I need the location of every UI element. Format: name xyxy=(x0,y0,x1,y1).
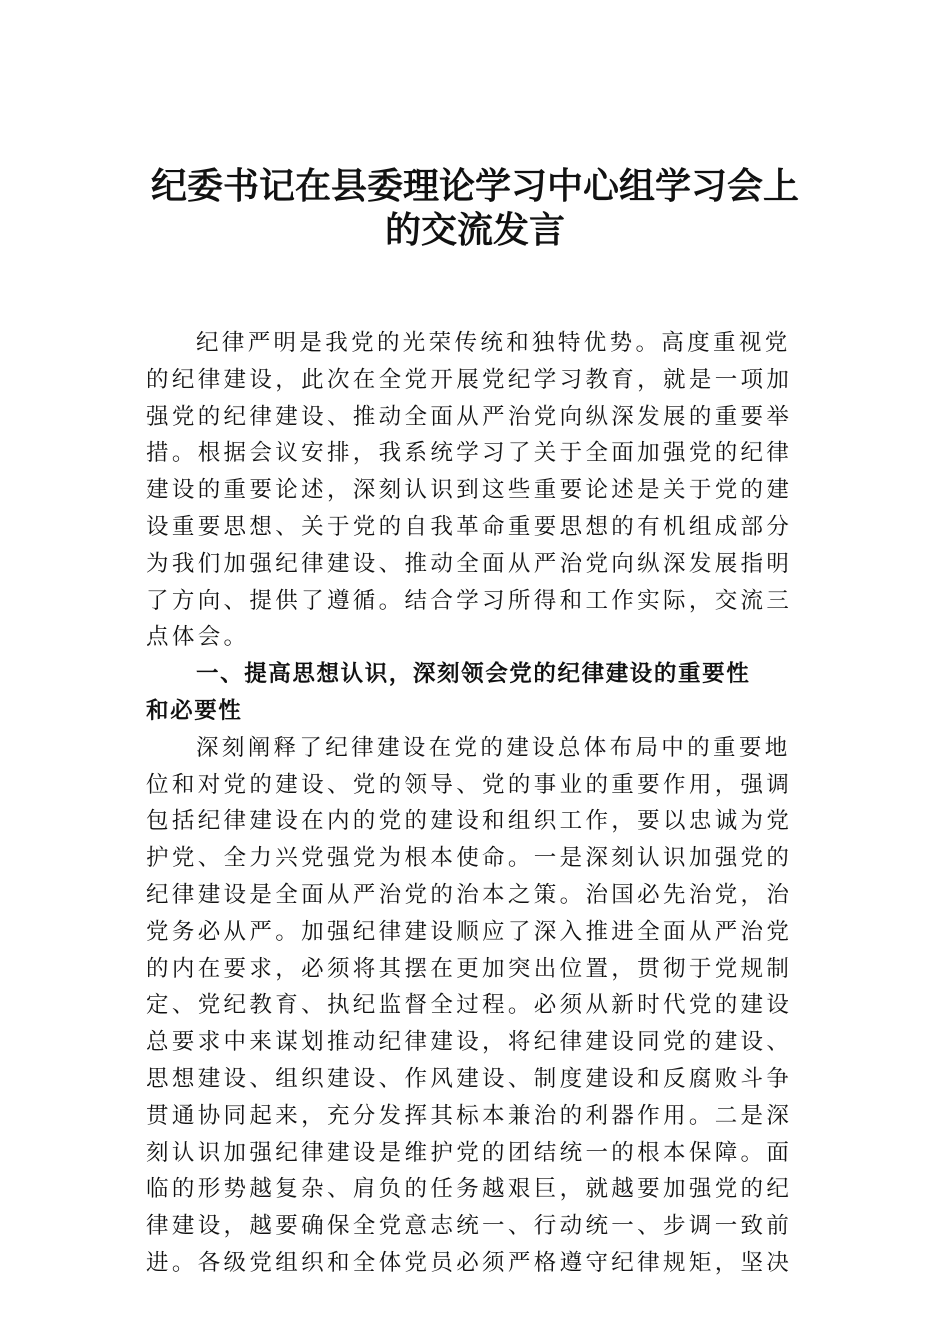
paragraph-line: 定、党纪教育、执纪监督全过程。必须从新时代党的建设 xyxy=(146,992,793,1019)
paragraph-line: 强党的纪律建设、推动全面从严治党向纵深发展的重要举 xyxy=(146,403,793,430)
section-heading-line: 一、提高思想认识，深刻领会党的纪律建设的重要性 xyxy=(196,661,751,688)
paragraph-line: 纪律严明是我党的光荣传统和独特优势。高度重视党 xyxy=(196,330,791,356)
paragraph-line: 包括纪律建设在内的党的建设和组织工作，要以忠诚为党 xyxy=(146,808,793,835)
document-title-line-1: 纪委书记在县委理论学习中心组学习会上 xyxy=(150,165,799,207)
paragraph-line: 党务必从严。加强纪律建设顺应了深入推进全面从严治党 xyxy=(146,918,793,945)
paragraph-line: 律建设，越要确保全党意志统一、行动统一、步调一致前 xyxy=(146,1213,793,1240)
paragraph-line: 的内在要求，必须将其摆在更加突出位置，贯彻于党规制 xyxy=(146,955,793,982)
paragraph-line: 思想建设、组织建设、作风建设、制度建设和反腐败斗争 xyxy=(146,1065,793,1092)
paragraph-line: 总要求中来谋划推动纪律建设，将纪律建设同党的建设、 xyxy=(146,1029,793,1056)
section-heading-line: 和必要性 xyxy=(146,697,243,724)
paragraph-line: 临的形势越复杂、肩负的任务越艰巨，就越要加强党的纪 xyxy=(146,1176,793,1203)
paragraph-line: 了方向、提供了遵循。结合学习所得和工作实际，交流三 xyxy=(146,587,793,614)
paragraph-line: 点体会。 xyxy=(146,624,250,651)
paragraph-line: 深刻阐释了纪律建设在党的建设总体布局中的重要地 xyxy=(196,734,791,761)
paragraph-line: 位和对党的建设、党的领导、党的事业的重要作用，强调 xyxy=(146,771,793,798)
paragraph-line: 贯通协同起来，充分发挥其标本兼治的利器作用。二是深 xyxy=(146,1102,793,1129)
document-title-line-2: 的交流发言 xyxy=(384,209,565,251)
paragraph-line: 措。根据会议安排，我系统学习了关于全面加强党的纪律 xyxy=(146,440,793,467)
paragraph-line: 为我们加强纪律建设、推动全面从严治党向纵深发展指明 xyxy=(146,550,793,577)
paragraph-line: 的纪律建设，此次在全党开展党纪学习教育，就是一项加 xyxy=(146,366,793,393)
paragraph-line: 纪律建设是全面从严治党的治本之策。治国必先治党，治 xyxy=(146,881,793,908)
document-body xyxy=(146,325,806,1282)
paragraph-line: 建设的重要论述，深刻认识到这些重要论述是关于党的建 xyxy=(146,477,793,504)
paragraph-line: 设重要思想、关于党的自我革命重要思想的有机组成部分 xyxy=(146,513,793,540)
paragraph-line: 刻认识加强纪律建设是维护党的团结统一的根本保障。面 xyxy=(146,1139,793,1166)
paragraph-line: 进。各级党组织和全体党员必须严格遵守纪律规矩，坚决 xyxy=(146,1249,793,1276)
paragraph-line: 护党、全力兴党强党为根本使命。一是深刻认识加强党的 xyxy=(146,845,793,872)
